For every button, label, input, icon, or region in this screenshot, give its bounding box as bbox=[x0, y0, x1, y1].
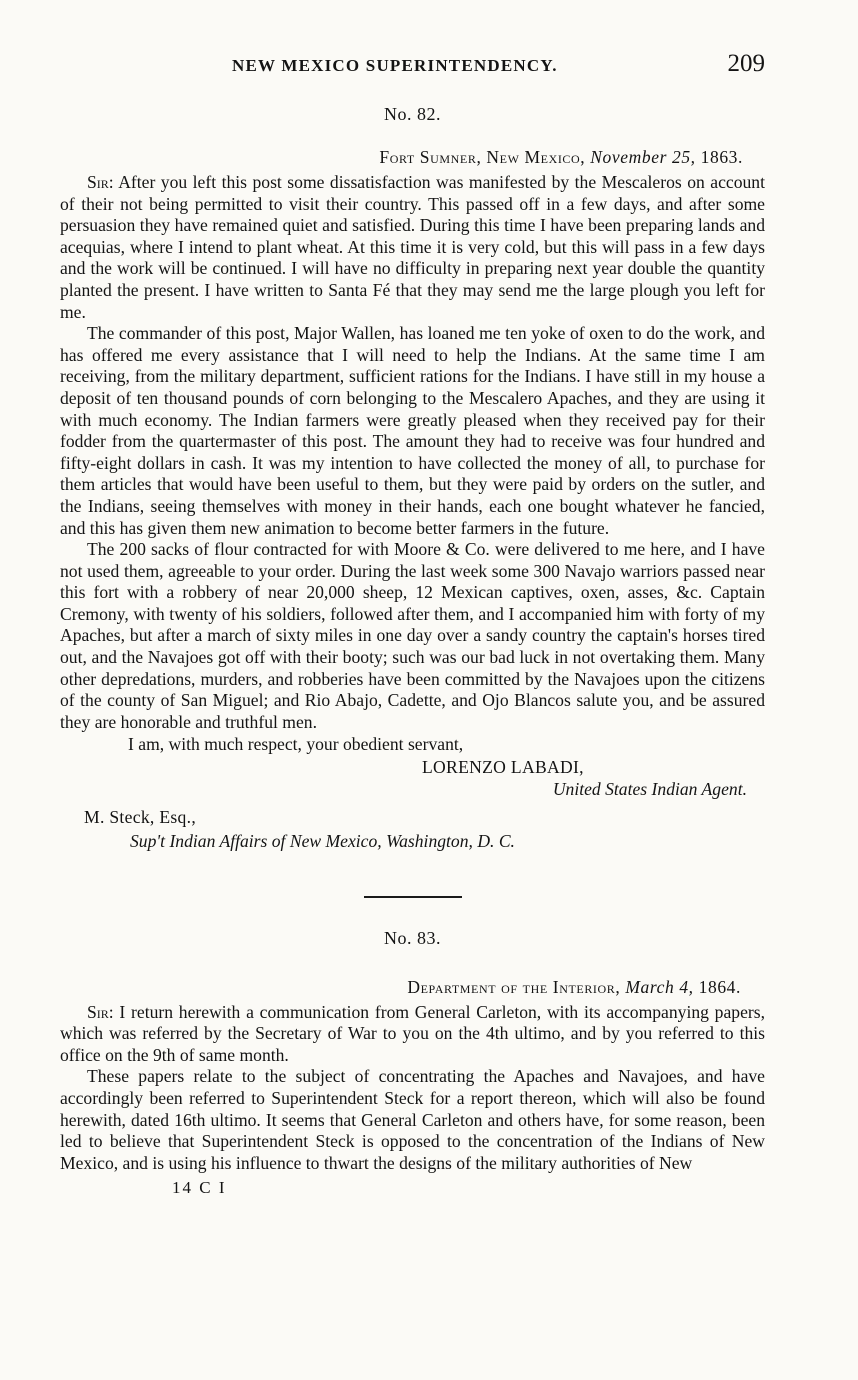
section-divider bbox=[364, 896, 462, 898]
paragraph bbox=[60, 172, 765, 323]
signer-title: United States Indian Agent. bbox=[552, 779, 747, 800]
signer-name: LORENZO LABADI, bbox=[422, 757, 584, 778]
paragraph bbox=[60, 1002, 765, 1067]
paragraph: The commander of this post, Major Wallen, has loaned me ten yoke of oxen to do the work, and has offered me every assistance that I will need to help the Indians. At the same time I am receiving, from the military department, sufficient rations for the Indians. I have still in my house a deposit of ten thousand pounds of corn belonging to the Mescalero Apaches, and they are using it with much economy. The Indian farmers were greatly pleased when they received pay for their fodder from the quartermaster of this post. The amount they had to receive was four hundred and fifty-eight dollars in cash. It was my intention to have collected the money of all, to purchase for them articles that would have been useful to them, but they were paid by orders on the sutler, and the Indians, seeing themselves with money in their hands, each one bought whatever he fancied, and this has given them new animation to become better farmers in the future. bbox=[60, 323, 765, 538]
dateline-place: Fort Sumner, New Mexico, bbox=[379, 147, 591, 167]
dateline-interior bbox=[60, 977, 765, 998]
dateline-date: March 4, bbox=[625, 976, 699, 997]
letter-82-body bbox=[60, 172, 765, 733]
addressee-title: Sup't Indian Affairs of New Mexico, Washington, D. C. bbox=[130, 831, 515, 852]
paragraph-text: After you left this post some dissatisfaction was manifested by the Mescaleros on account of their not being permitted to visit their country. This passed off in a few days, and after some persuasion they have remained quiet and satisfied. During this time I have been preparing lands and acequias, where I intend to plant wheat. At this time it is very cold, but this will pass in a few days and the work will be continued. I will have no difficulty in preparing next year double the quantity planted the present. I have written to Santa Fé that they may send me the large plough you left for me. bbox=[60, 172, 765, 322]
paragraph-text: I return herewith a communication from General Carleton, with its accompanying papers, which was referred by the Secretary of War to you on the 4th ultimo, and by you referred to this office on the 9th of same month. bbox=[60, 1001, 765, 1065]
paragraph: These papers relate to the subject of concentrating the Apaches and Navajoes, and have accordingly been referred to Superintendent Steck for a report thereon, which will also be found herewith, dated 16th ultimo. It seems that General Carleton and others have, for some reason, been led to believe that Superintendent Steck is opposed to the concentration of the Indians of New Mexico, and is using his influence to thwart the designs of the military authorities of New bbox=[60, 1066, 765, 1173]
page-number: 209 bbox=[727, 50, 765, 77]
dateline-year: 1863. bbox=[700, 147, 743, 167]
page-header bbox=[60, 48, 765, 88]
dateline-fort-sumner bbox=[60, 147, 765, 168]
letter-83-body bbox=[60, 1002, 765, 1175]
letter-number-83: No. 83. bbox=[384, 927, 441, 948]
salutation: Sir: bbox=[87, 172, 114, 192]
addressee-name: M. Steck, Esq., bbox=[84, 807, 197, 828]
paragraph: The 200 sacks of flour contracted for with Moore & Co. were delivered to me here, and I have not used them, agreeable to your order. During the last week some 300 Navajo warriors passed near this fort with a robbery of near 20,000 sheep, 12 Mexican captives, oxen, asses, &c. Captain Cremony, with twenty of his soldiers, followed after them, and I accompanied him with forty of my Apaches, but after a march of sixty miles in one day over a sandy country the captain's horses tired out, and the Navajoes got off with their booty; such was our bad luck in not overtaking them. Many other depredations, murders, and robberies have been committed by the Navajoes upon the citizens of the county of San Miguel; and Rio Abajo, Cadette, and Ojo Blancos salute you, and be assured they are honorable and truthful men. bbox=[60, 539, 765, 732]
salutation: Sir: bbox=[87, 1001, 114, 1022]
dateline-date: November 25, bbox=[590, 147, 701, 167]
dateline-place: Department of the Interior, bbox=[407, 976, 626, 997]
running-head: NEW MEXICO SUPERINTENDENCY. bbox=[232, 56, 558, 75]
dateline-year: 1864. bbox=[698, 976, 741, 997]
letter-number-82: No. 82. bbox=[384, 104, 441, 124]
document-page bbox=[60, 48, 765, 1198]
printer-signature-mark: 14 C I bbox=[172, 1178, 227, 1198]
closing-line: I am, with much respect, your obedient servant, bbox=[128, 734, 464, 755]
